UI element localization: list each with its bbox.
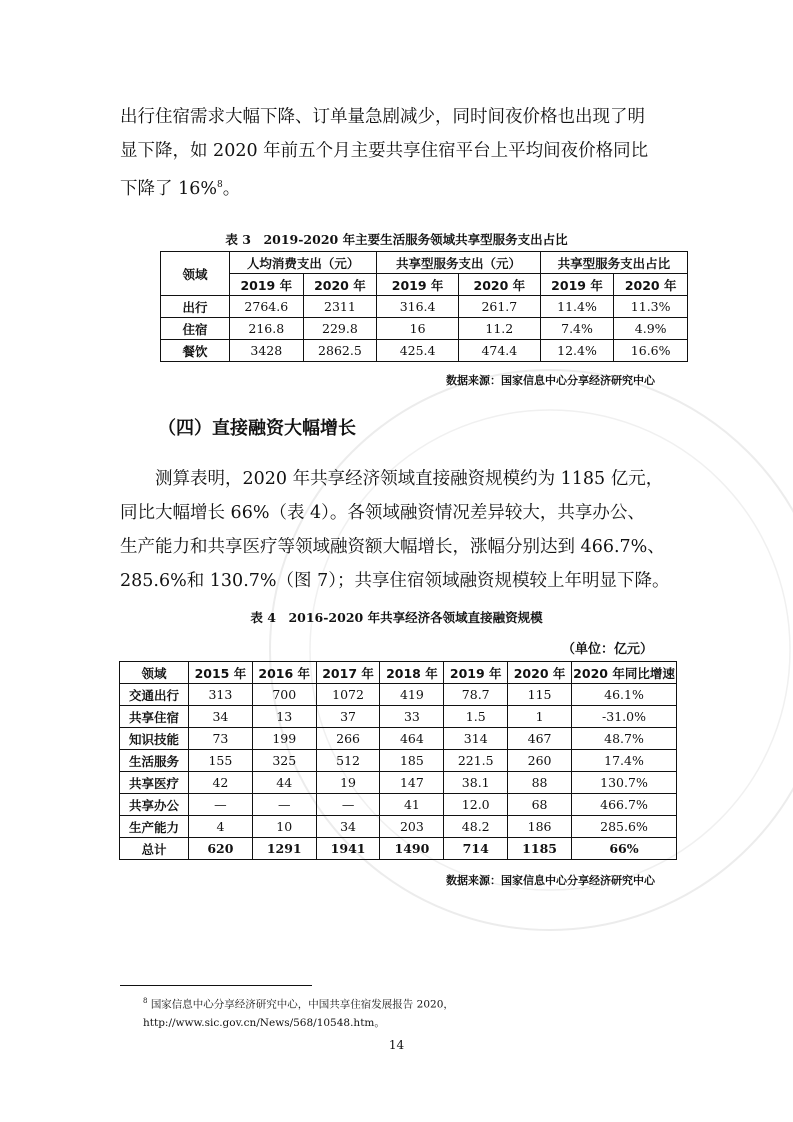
table-cell: 33	[380, 706, 444, 728]
table-cell: 1.5	[444, 706, 508, 728]
table4-row-label: 生产能力	[120, 816, 189, 838]
table-cell: 11.4%	[540, 296, 614, 318]
table-cell: 464	[380, 728, 444, 750]
table-cell: —	[316, 794, 380, 816]
table4-header: 2020 年	[508, 662, 572, 684]
table-cell: 229.8	[303, 318, 377, 340]
table-cell: 4.9%	[614, 318, 688, 340]
table3-year-header: 2020 年	[614, 274, 688, 296]
table-cell: 512	[316, 750, 380, 772]
table3-caption: 表 3 2019-2020 年主要生活服务领域共享型服务支出占比	[225, 232, 568, 247]
table-row	[120, 794, 677, 816]
table-cell: 199	[252, 728, 316, 750]
body-line-1: 测算表明，2020 年共享经济领域直接融资规模约为 1185 亿元，	[155, 469, 664, 489]
table4-row-label: 交通出行	[120, 684, 189, 706]
table3-year-header: 2020 年	[458, 274, 540, 296]
table-row	[161, 296, 688, 318]
table-row	[161, 318, 688, 340]
table-cell: 16.6%	[614, 340, 688, 362]
table-cell: 48.7%	[572, 728, 677, 750]
body-paragraph	[120, 462, 680, 598]
watermark-seal	[250, 350, 793, 950]
table-cell: 16	[377, 318, 459, 340]
table-row	[120, 706, 677, 728]
table-cell: 425.4	[377, 340, 459, 362]
table-cell: 13	[252, 706, 316, 728]
table-row	[161, 340, 688, 362]
table-cell: 1941	[316, 838, 380, 860]
table-cell: 44	[252, 772, 316, 794]
table4-header: 2019 年	[444, 662, 508, 684]
table-cell: 73	[189, 728, 253, 750]
table-cell: 147	[380, 772, 444, 794]
table-cell: 12.0	[444, 794, 508, 816]
intro-line-1: 出行住宿需求大幅下降、订单量急剧减少，同时间夜价格也出现了明	[120, 107, 645, 127]
table4-header: 2016 年	[252, 662, 316, 684]
table-cell: 1185	[508, 838, 572, 860]
table4-header: 2015 年	[189, 662, 253, 684]
table-cell: 2764.6	[230, 296, 304, 318]
table3-header-domain: 领域	[161, 252, 230, 296]
table-cell: 260	[508, 750, 572, 772]
section-heading: （四）直接融资大幅增长	[158, 418, 356, 439]
body-line-3: 生产能力和共享医疗等领域融资额大幅增长，涨幅分别达到 466.7%、	[120, 537, 665, 557]
table-cell: 115	[508, 684, 572, 706]
table3-year-header: 2020 年	[303, 274, 377, 296]
table-cell: 66%	[572, 838, 677, 860]
footnote-line-1: 国家信息中心分享经济研究中心，中国共享住宿发展报告 2020，	[150, 998, 454, 1011]
table-cell: 2862.5	[303, 340, 377, 362]
table3-source: 数据来源：国家信息中心分享经济研究中心	[446, 374, 655, 387]
table4-row-label: 共享医疗	[120, 772, 189, 794]
table-cell: 42	[189, 772, 253, 794]
intro-line-3: 下降了 16%	[120, 178, 217, 199]
table4-row-label: 知识技能	[120, 728, 189, 750]
table3-year-header: 2019 年	[540, 274, 614, 296]
table-row-total	[120, 838, 677, 860]
table-cell: 419	[380, 684, 444, 706]
table-cell: 11.2	[458, 318, 540, 340]
table-cell: 1291	[252, 838, 316, 860]
table-cell: 12.4%	[540, 340, 614, 362]
intro-paragraph	[120, 100, 680, 206]
table-row	[120, 750, 677, 772]
table4-header: 2017 年	[316, 662, 380, 684]
table-cell: -31.0%	[572, 706, 677, 728]
footnote-number: 8	[143, 997, 148, 1005]
table4-unit: （单位：亿元）	[562, 642, 654, 657]
table-cell: 714	[444, 838, 508, 860]
table-cell: 620	[189, 838, 253, 860]
table-row	[120, 772, 677, 794]
table-cell: 285.6%	[572, 816, 677, 838]
table-cell: 130.7%	[572, 772, 677, 794]
intro-line-2: 显下降，如 2020 年前五个月主要共享住宿平台上平均间夜价格同比	[120, 141, 649, 161]
table-cell: 34	[316, 816, 380, 838]
table-cell: 34	[189, 706, 253, 728]
table-cell: 221.5	[444, 750, 508, 772]
table4-row-label: 总计	[120, 838, 189, 860]
table-cell: 78.7	[444, 684, 508, 706]
table-cell: 10	[252, 816, 316, 838]
table-cell: 474.4	[458, 340, 540, 362]
table-cell: 4	[189, 816, 253, 838]
table-cell: 216.8	[230, 318, 304, 340]
table-cell: 2311	[303, 296, 377, 318]
table-cell: 11.3%	[614, 296, 688, 318]
table-cell: 3428	[230, 340, 304, 362]
table-cell: 37	[316, 706, 380, 728]
table3-row-label: 出行	[161, 296, 230, 318]
table-cell: 1072	[316, 684, 380, 706]
table4-row-label: 共享住宿	[120, 706, 189, 728]
table3-group-header: 共享型服务支出占比	[540, 252, 687, 274]
table-cell: 316.4	[377, 296, 459, 318]
footnote-divider	[120, 985, 312, 986]
page-number: 14	[388, 1038, 405, 1052]
table4-source: 数据来源：国家信息中心分享经济研究中心	[446, 874, 655, 887]
table3	[160, 251, 688, 362]
table-cell: 314	[444, 728, 508, 750]
table-row	[120, 816, 677, 838]
table-cell: 68	[508, 794, 572, 816]
table4-row-label: 共享办公	[120, 794, 189, 816]
table-row	[120, 728, 677, 750]
table3-row-label: 餐饮	[161, 340, 230, 362]
table-cell: 325	[252, 750, 316, 772]
body-line-2: 同比大幅增长 66%（表 4）。各领域融资情况差异较大，共享办公、	[120, 503, 645, 523]
table3-group-header: 人均消费支出（元）	[230, 252, 377, 274]
table-cell: 155	[189, 750, 253, 772]
table3-group-header: 共享型服务支出（元）	[377, 252, 540, 274]
table-cell: 261.7	[458, 296, 540, 318]
table-cell: 41	[380, 794, 444, 816]
table-cell: —	[189, 794, 253, 816]
table-cell: 88	[508, 772, 572, 794]
table-cell: 17.4%	[572, 750, 677, 772]
table4-caption: 表 4 2016-2020 年共享经济各领域直接融资规模	[250, 610, 543, 625]
table4-header: 2020 年同比增速	[572, 662, 677, 684]
intro-line-3-end: 。	[222, 178, 241, 199]
table4-header: 领域	[120, 662, 189, 684]
table4-header: 2018 年	[380, 662, 444, 684]
table-cell: 266	[316, 728, 380, 750]
table-cell: 1	[508, 706, 572, 728]
table-cell: 7.4%	[540, 318, 614, 340]
table-row	[120, 684, 677, 706]
table-cell: —	[252, 794, 316, 816]
body-line-4: 285.6%和 130.7%（图 7）；共享住宿领域融资规模较上年明显下降。	[120, 571, 670, 591]
table-cell: 38.1	[444, 772, 508, 794]
table-cell: 313	[189, 684, 253, 706]
footnote-link[interactable]: http://www.sic.gov.cn/News/568/10548.htm。	[143, 1016, 385, 1029]
table-cell: 186	[508, 816, 572, 838]
table4-row-label: 生活服务	[120, 750, 189, 772]
footnote	[143, 992, 454, 1032]
table3-year-header: 2019 年	[230, 274, 304, 296]
table3-row-label: 住宿	[161, 318, 230, 340]
table3-year-header: 2019 年	[377, 274, 459, 296]
table4	[119, 661, 677, 860]
table-cell: 700	[252, 684, 316, 706]
table-cell: 19	[316, 772, 380, 794]
table-cell: 185	[380, 750, 444, 772]
table-cell: 48.2	[444, 816, 508, 838]
table-cell: 1490	[380, 838, 444, 860]
footnote-ref[interactable]: 8	[216, 180, 223, 190]
table-cell: 467	[508, 728, 572, 750]
table-cell: 466.7%	[572, 794, 677, 816]
table-cell: 203	[380, 816, 444, 838]
table-cell: 46.1%	[572, 684, 677, 706]
